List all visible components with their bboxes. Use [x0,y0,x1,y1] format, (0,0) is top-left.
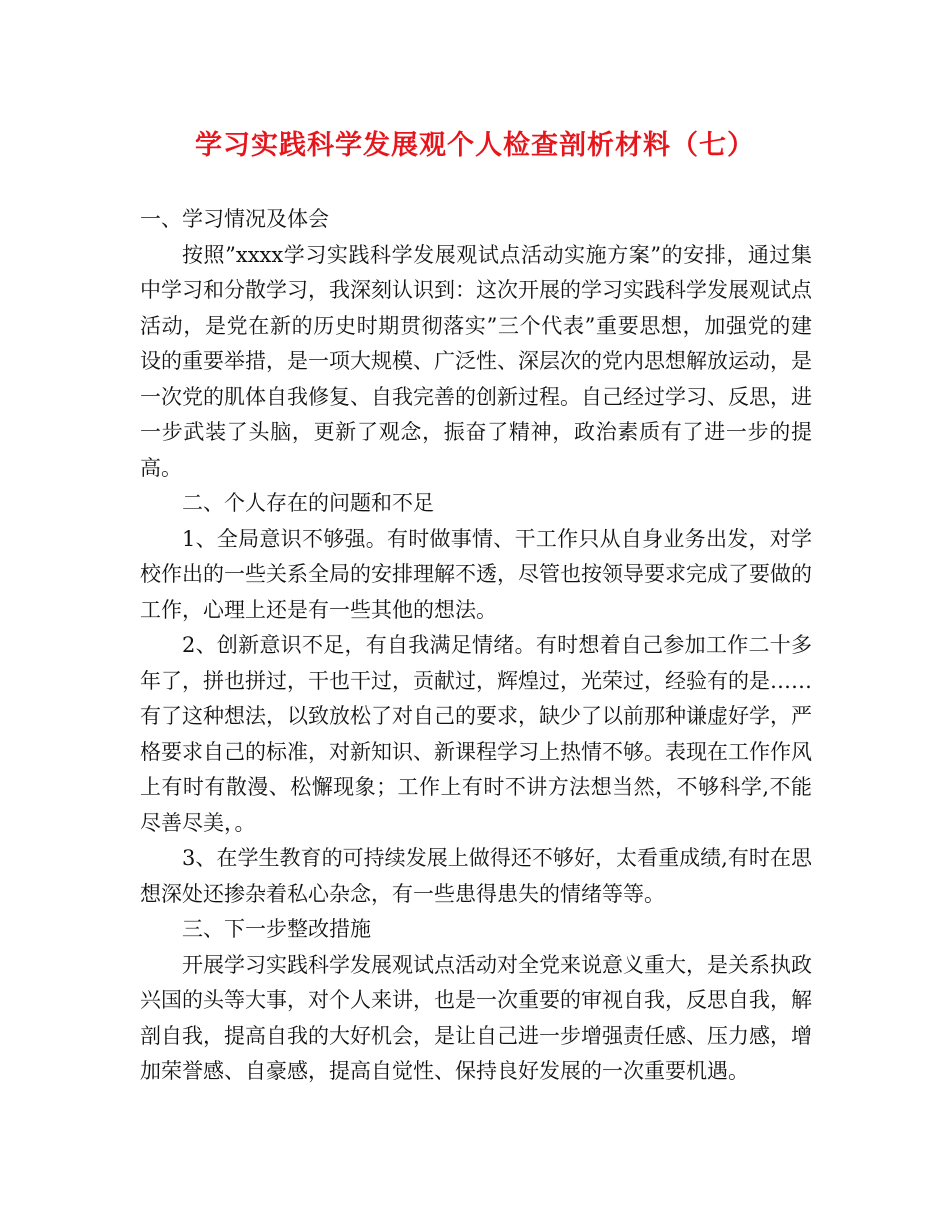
paragraph-problem-3: 3、在学生教育的可持续发展上做得还不够好，太看重成绩,有时在思想深处还掺杂着私心杂念，有一些患得患失的情绪等等。 [140,846,812,906]
paragraph-problem-2: 2、创新意识不足，有自我满足情绪。有时想着自己参加工作二十多年了，拼也拼过，干也干过，贡献过，辉煌过，光荣过，经验有的是……有了这种想法，以致放松了对自己的要求，缺少了以前那种谦虚好学，严格要求自己的标准，对新知识、新课程学习上热情不够。表现在工作作风上有时有散漫、松懈现象；工作上有时不讲方法想当然，不够科学,不能尽善尽美，。 [140,633,812,835]
document-title: 学习实践科学发展观个人检查剖析材料（七） [195,130,755,161]
document-body [140,202,812,1090]
paragraph-study-experience: 按照”xxxx学习实践科学发展观试点活动实施方案”的安排，通过集中学习和分散学习，我深刻认识到：这次开展的学习实践科学发展观试点活动，是党在新的历史时期贯彻落实”三个代表”重要思想，加强党的建设的重要举措，是一项大规模、广泛性、深层次的党内思想解放运动，是一次党的肌体自我修复、自我完善的创新过程。自己经过学习、反思，进一步武装了头脑，更新了观念，振奋了精神，政治素质有了进一步的提高。 [140,242,812,480]
section-heading-study: 一、学习情况及体会 [140,207,329,231]
section-heading-problems: 二、个人存在的问题和不足 [182,491,434,515]
paragraph-problem-1: 1、全局意识不够强。有时做事情、干工作只从自身业务出发，对学校作出的一些关系全局的安排理解不透，尽管也按领导要求完成了要做的工作，心理上还是有一些其他的想法。 [140,526,812,622]
paragraph-measures: 开展学习实践科学发展观试点活动对全党来说意义重大，是关系执政兴国的头等大事，对个人来讲，也是一次重要的审视自我，反思自我，解剖自我，提高自我的大好机会，是让自己进一步增强责任感、压力感，增加荣誉感、自豪感，提高自觉性、保持良好发展的一次重要机遇。 [140,952,812,1083]
section-heading-measures: 三、下一步整改措施 [182,917,371,941]
